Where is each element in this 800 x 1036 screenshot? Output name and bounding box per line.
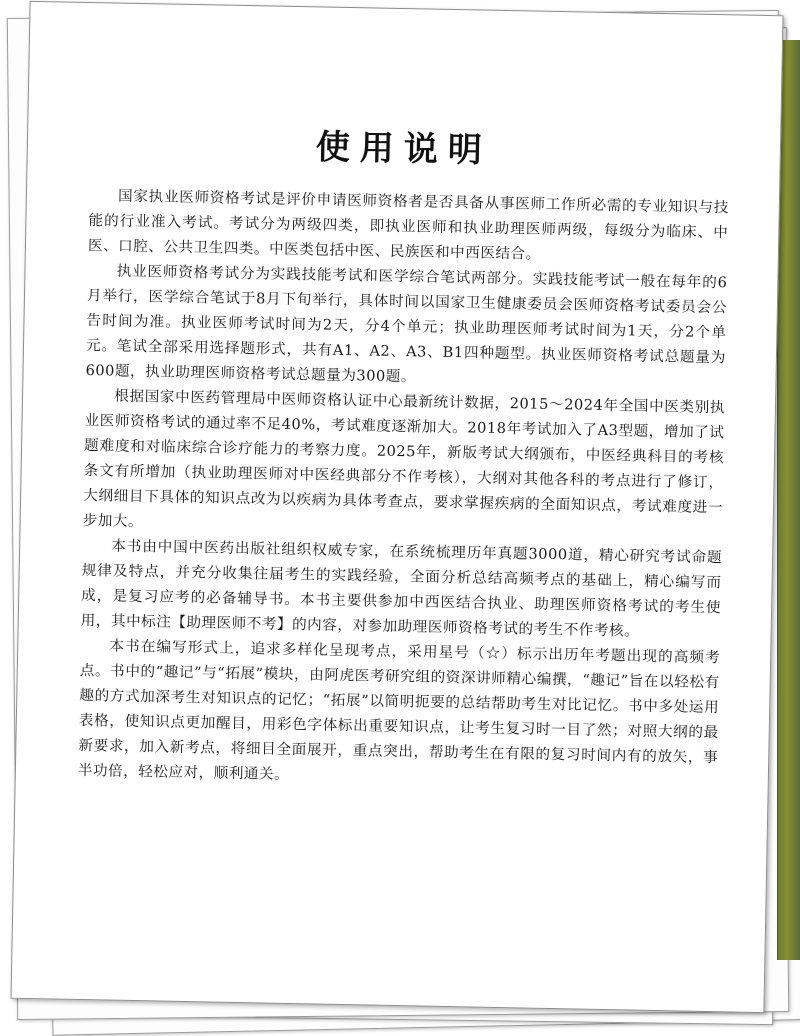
paragraph: 根据国家中医药管理局中医师资格认证中心最新统计数据，2015～2024年全国中医类别执业医师资格考试的通过率不足40%，考试难度逐渐加大。2018年考试加入了A3型题，增加了试题难度和对临床综合诊疗能力的考察力度。2025年，新版考试大纲颁布，中医经典科目的考核条文有所增加（执业助理医师对中医经典部分不作考核），大纲对其他各科的考点进行了修订，大纲细目下具体的知识点改为以疾病为具体考查点，要求掌握疾病的全面知识点，考试难度进一步加大。 (82, 387, 726, 531)
paragraph: 本书由中国中医药出版社组织权威专家，在系统梳理历年真题3000道，精心研究考试命题规律及特点，并充分收集往届考生的实践经验，全面分析总结高频考点的基础上，精心编写而成，是复习应考的必备辅导书。本书主要供参加中西医结合执业、助理医师资格考试的考生使用，其中标注【助理医师不考】的内容，对参加助理医师资格考试的考生不作考核。 (80, 537, 723, 640)
document-page (10, 1, 783, 1013)
paragraph: 执业医师资格考试分为实践技能考试和医学综合笔试两部分。实践技能考试一般在每年的6月举行，医学综合笔试于8月下旬举行，具体时间以国家卫生健康委员会医师资格考试委员会公告时间为准。执业医师考试时间为2天，分4个单元；执业助理医师考试时间为1天，分2个单元。笔试全部采用选择题形式，共有A1、A2、A3、B1四种题型。执业医师资格考试总题量为600题，执业助理医师资格考试总题量为300题。 (85, 262, 728, 386)
page-title: 使用说明 (315, 127, 493, 171)
paragraph: 国家执业医师资格考试是评价申请医师资格者是否具备从事医师工作所必需的专业知识与技能的行业准入考试。考试分为两级四类，即执业医师和执业助理医师两级，每级分为临床、中医、口腔、公共卫生四类。中医类包括中医、民族医和中西医结合。 (87, 187, 729, 263)
book-binding-edge (777, 40, 800, 960)
paragraph: 本书在编写形式上，追求多样化呈现考点，采用星号（☆）标示出历年考题出现的高频考点。书中的“趣记”与“拓展”模块，由阿虎医考研究组的资深讲师精心编撰，“趣记”旨在以轻松有趣的方式加深考生对知识点的记忆；“拓展”以简明扼要的总结帮助考生对比记忆。书中多处运用表格，使知识点更加醒目，用彩色字体标出重要知识点，让考生复习时一目了然；对照大纲的最新要求，加入新考点，将细目全面展开，重点突出，帮助考生在有限的复习时间内有的放矢，事半功倍，轻松应对，顺利通关。 (77, 637, 721, 783)
document-body (78, 183, 729, 795)
